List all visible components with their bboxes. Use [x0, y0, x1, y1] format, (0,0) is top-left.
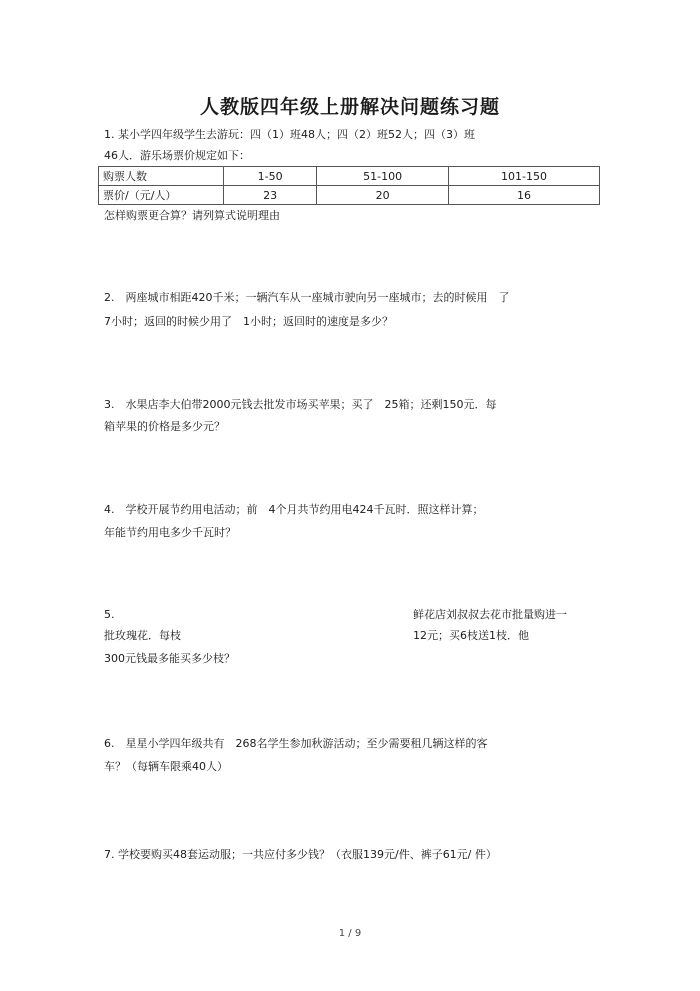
- table-cell-price-2: 20: [317, 186, 449, 205]
- question-1-line-2: 46人．游乐场票价规定如下：: [104, 149, 250, 162]
- table-row-count: [99, 167, 600, 186]
- question-4-line-1: 4. 学校开展节约用电活动；前 4个月共节约用电424千瓦时．照这样计算；: [104, 503, 484, 516]
- ticket-price-table: [98, 166, 600, 205]
- table-cell-range-2: 51-100: [317, 167, 449, 186]
- question-1-line-1: 1. 某小学四年级学生去游玩：四（1）班48人；四（2）班52人；四（3）班: [104, 128, 475, 141]
- question-4-line-2: 年能节约用电多少千瓦时？: [104, 526, 236, 539]
- question-5-number: 5.: [104, 608, 115, 621]
- question-3-line-2: 箱苹果的价格是多少元？: [104, 420, 225, 433]
- page-number: 1 / 9: [338, 928, 362, 939]
- table-cell-price-3: 16: [449, 186, 600, 205]
- question-6-line-1: 6. 星星小学四年级共有 268名学生参加秋游活动；至少需要租几辆这样的客: [104, 737, 488, 750]
- question-2-line-2: 7小时；返回的时候少用了 1小时；返回时的速度是多少？: [104, 315, 393, 328]
- table-cell-price-1: 23: [224, 186, 317, 205]
- question-1-line-3: 怎样购票更合算？请列算式说明理由: [104, 209, 280, 222]
- question-2-line-1: 2. 两座城市相距420千米；一辆汽车从一座城市驶向另一座城市；去的时候用 了: [104, 291, 510, 304]
- question-5-line-3: 300元钱最多能买多少枝？: [104, 652, 235, 665]
- question-5-line-1-right: 鲜花店刘叔叔去花市批量购进一: [413, 608, 567, 621]
- question-5-line-2-right: 12元；买6枝送1枝．他: [413, 629, 529, 642]
- table-cell-range-1: 1-50: [224, 167, 317, 186]
- question-6-line-2: 车？（每辆车限乘40人）: [104, 760, 228, 773]
- table-cell-range-3: 101-150: [449, 167, 600, 186]
- table-header-price: 票价/（元/人）: [99, 186, 224, 205]
- table-row-price: [99, 186, 600, 205]
- question-5-line-2-left: 批玫瑰花．每枝: [104, 629, 181, 642]
- question-7-line-1: 7. 学校要购买48套运动服；一共应付多少钱？（衣服139元/件、裤子61元/ 件）: [104, 848, 497, 861]
- question-3-line-1: 3. 水果店李大伯带2000元钱去批发市场买苹果；买了 25箱；还剩150元．每: [104, 398, 497, 411]
- page-title: 人教版四年级上册解决问题练习题: [199, 96, 500, 118]
- table-header-count: 购票人数: [99, 167, 224, 186]
